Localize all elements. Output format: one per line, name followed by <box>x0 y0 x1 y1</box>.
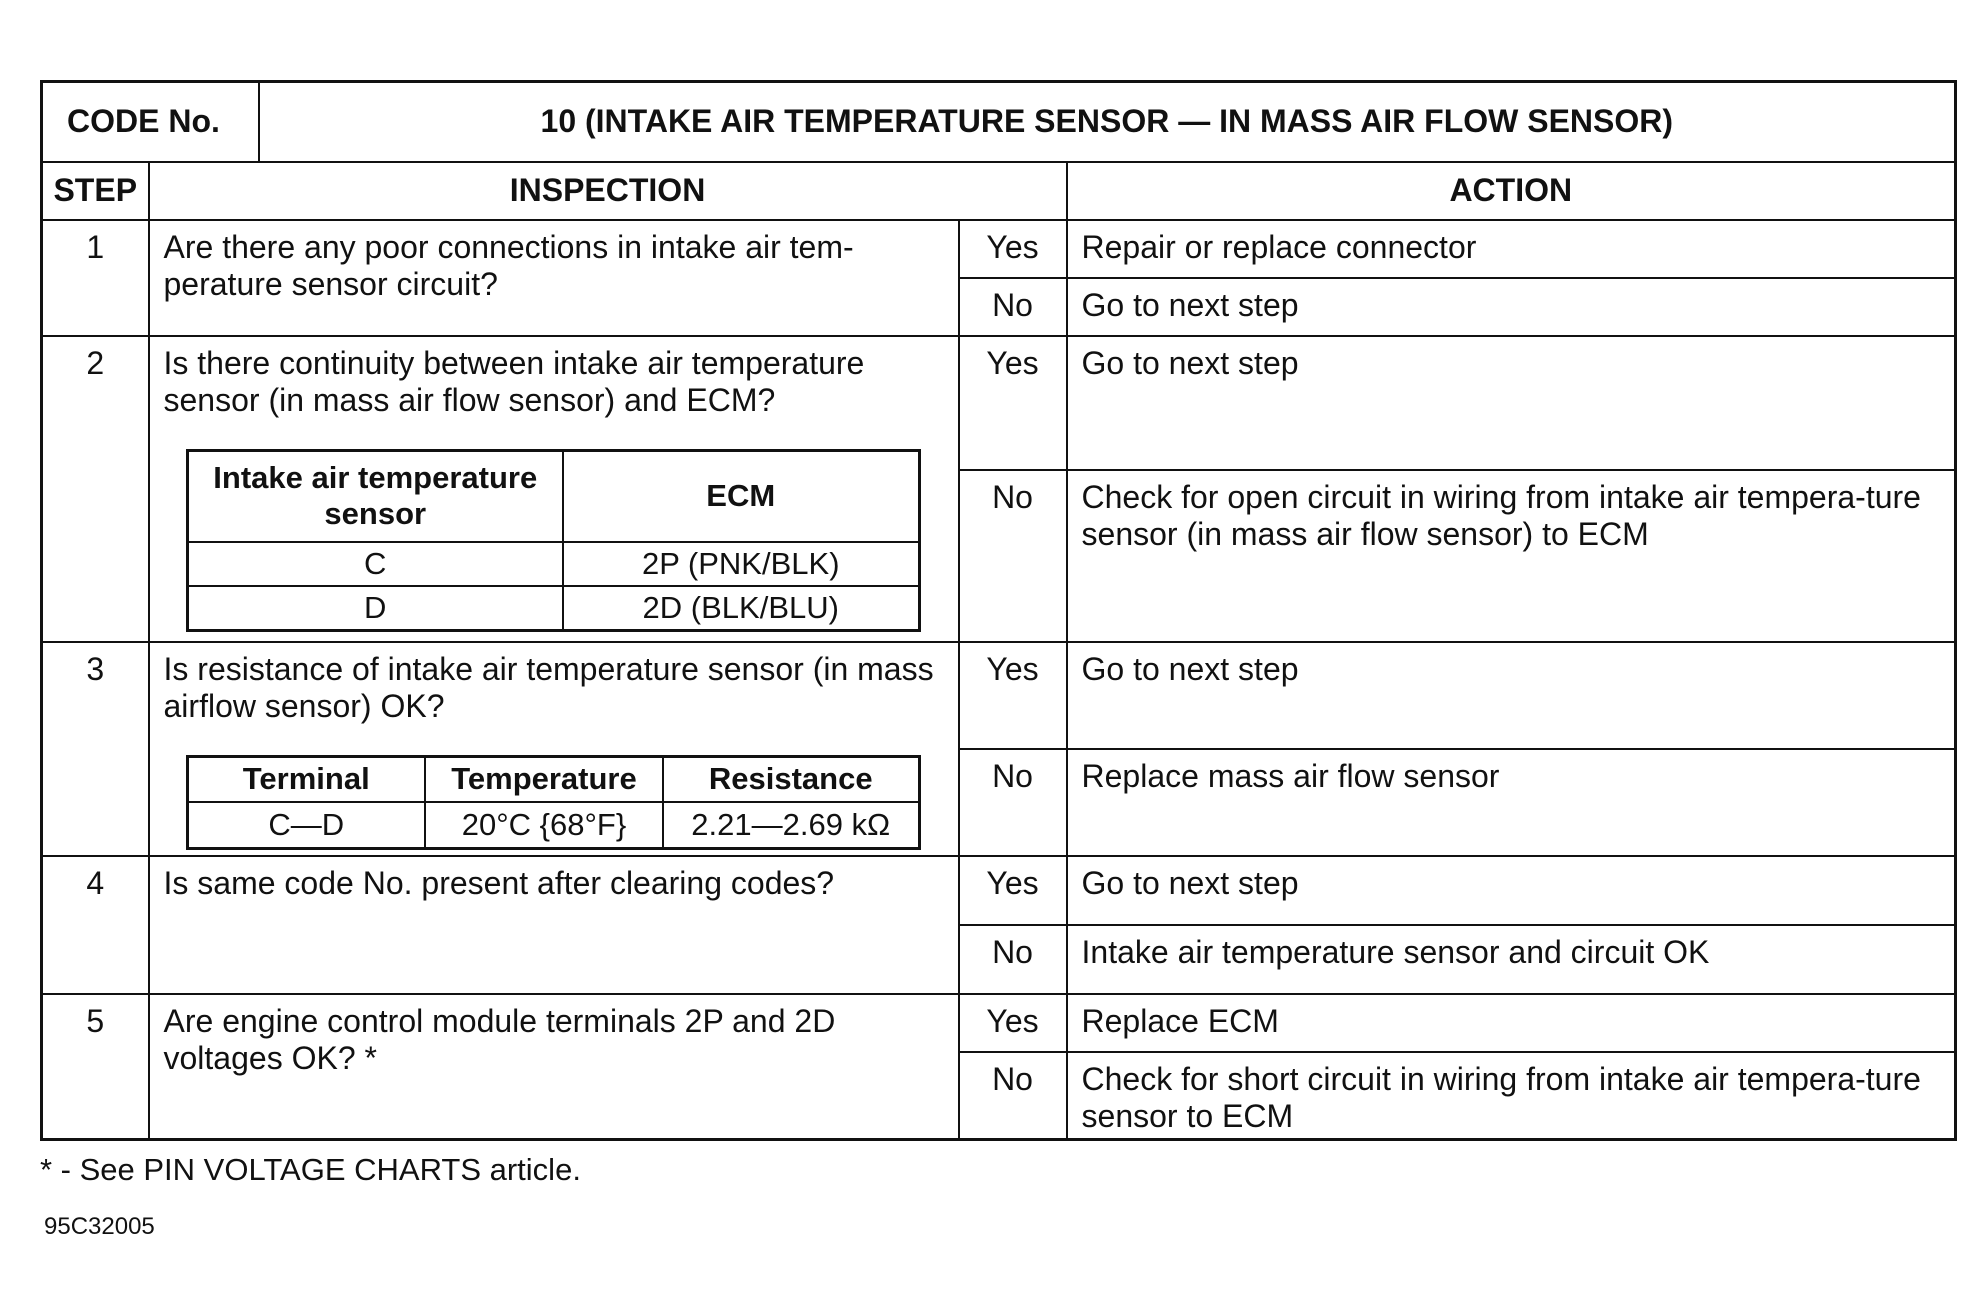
column-header: Resistance <box>663 756 919 802</box>
no-action: Check for short circuit in wiring from intake air tempera-ture sensor to ECM <box>1067 1052 1956 1140</box>
action-header: ACTION <box>1067 162 1956 220</box>
table-row <box>42 994 1956 1052</box>
table-cell: 20°C {68°F} <box>425 802 663 848</box>
table-cell: 2P (PNK/BLK) <box>563 542 919 586</box>
inspection-text: Are engine control module terminals 2P and 2D voltages OK? * <box>149 994 959 1140</box>
yes-action: Go to next step <box>1067 856 1956 925</box>
table-cell: 2D (BLK/BLU) <box>563 586 919 630</box>
table-row <box>42 856 1956 925</box>
column-header: ECM <box>563 450 919 542</box>
yes-action: Go to next step <box>1067 336 1956 470</box>
yes-label: Yes <box>959 220 1067 278</box>
table-row <box>42 220 1956 278</box>
yes-label: Yes <box>959 994 1067 1052</box>
yes-action: Go to next step <box>1067 642 1956 749</box>
column-header-row <box>42 162 1956 220</box>
no-label: No <box>959 470 1067 642</box>
code-title: 10 (INTAKE AIR TEMPERATURE SENSOR — IN MASS AIR FLOW SENSOR) <box>259 82 1956 162</box>
no-label: No <box>959 749 1067 856</box>
no-label: No <box>959 925 1067 994</box>
no-label: No <box>959 1052 1067 1140</box>
step-number: 4 <box>42 856 149 994</box>
column-header: Temperature <box>425 756 663 802</box>
step-number: 2 <box>42 336 149 642</box>
table-cell: C—D <box>187 802 425 848</box>
continuity-table <box>186 449 921 632</box>
yes-label: Yes <box>959 642 1067 749</box>
inspection-cell <box>149 642 959 856</box>
footnote: * - See PIN VOLTAGE CHARTS article. <box>40 1152 581 1187</box>
inspection-text: Is resistance of intake air temperature sensor (in mass airflow sensor) OK? <box>163 650 934 724</box>
yes-label: Yes <box>959 856 1067 925</box>
inspection-text: Are there any poor connections in intake air tem-perature sensor circuit? <box>149 220 959 336</box>
no-action: Intake air temperature sensor and circuit OK <box>1067 925 1956 994</box>
yes-action: Replace ECM <box>1067 994 1956 1052</box>
no-action: Go to next step <box>1067 278 1956 336</box>
no-label: No <box>959 278 1067 336</box>
step-number: 3 <box>42 642 149 856</box>
no-action: Replace mass air flow sensor <box>1067 749 1956 856</box>
table-cell: 2.21—2.69 kΩ <box>663 802 919 848</box>
yes-label: Yes <box>959 336 1067 470</box>
inspection-text: Is same code No. present after clearing codes? <box>149 856 959 994</box>
step-number: 1 <box>42 220 149 336</box>
step-header: STEP <box>42 162 149 220</box>
no-action: Check for open circuit in wiring from intake air tempera-ture sensor (in mass air flow sensor) to ECM <box>1067 470 1956 642</box>
table-row <box>42 642 1956 749</box>
table-row <box>42 336 1956 470</box>
inspection-cell <box>149 336 959 642</box>
table-cell: C <box>187 542 563 586</box>
yes-action: Repair or replace connector <box>1067 220 1956 278</box>
inspection-text: Is there continuity between intake air temperature sensor (in mass air flow sensor) and ECM? <box>163 344 865 418</box>
code-header-row <box>42 82 1956 162</box>
table-cell: D <box>187 586 563 630</box>
code-label: CODE No. <box>42 82 259 162</box>
diagnostic-table <box>40 80 1957 1141</box>
column-header: Intake air temperature sensor <box>187 450 563 542</box>
column-header: Terminal <box>187 756 425 802</box>
inspection-header: INSPECTION <box>149 162 1067 220</box>
step-number: 5 <box>42 994 149 1140</box>
resistance-table <box>186 755 921 850</box>
figure-code: 95C32005 <box>44 1213 155 1240</box>
